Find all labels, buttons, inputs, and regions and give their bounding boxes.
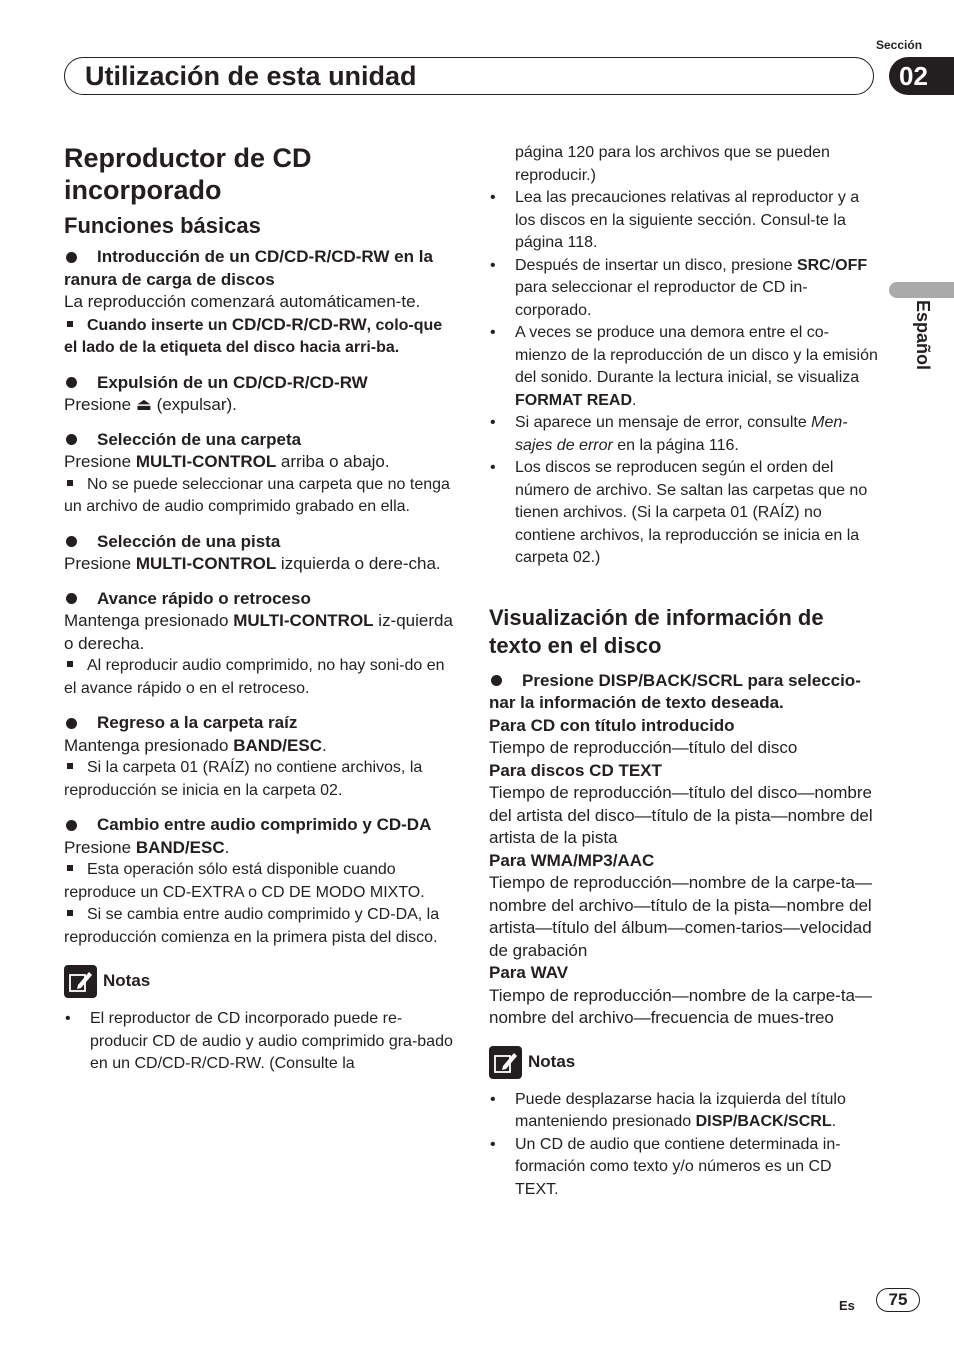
step-select-track-body: Presione MULTI-CONTROL izquierda o dere-cha. bbox=[64, 554, 441, 573]
language-label: Español bbox=[913, 300, 933, 371]
square-bullet-icon bbox=[67, 661, 73, 667]
page-number: 75 bbox=[876, 1288, 920, 1312]
notes-bullet: • Los discos se reproducen según el orden del número de archivo. Se saltan las carpetas que no tienen archivos. (Si la carpeta 01 (RAÍZ) no contiene archivos, la reproducción se inicia en la carpeta 02.) bbox=[489, 457, 879, 570]
body-wma-mp3-aac: Tiempo de reproducción—nombre de la carpe-ta—nombre del archivo—título de la pista—nombre del artista—título del álbum—comen-tarios—velocidad de grabación bbox=[489, 873, 873, 960]
label-cd-title: Para CD con título introducido bbox=[489, 715, 735, 735]
step-insert-disc-body: La reproducción comenzará automáticamen-te. bbox=[64, 292, 421, 311]
header-bar bbox=[64, 57, 874, 95]
bullet-dot-icon bbox=[66, 252, 77, 263]
bullet-dot-icon bbox=[491, 675, 502, 686]
main-heading: Reproductor de CD incorporado bbox=[64, 143, 312, 205]
notes-pencil-icon bbox=[64, 965, 97, 998]
note-switch-audio-1: Esta operación sólo está disponible cuando reproduce un CD-EXTRA o CD DE MODO MIXTO. bbox=[64, 861, 425, 901]
square-bullet-icon bbox=[67, 865, 73, 871]
body-wav: Tiempo de reproducción—nombre de la carpe-ta—nombre del archivo—frecuencia de mues-treo bbox=[489, 985, 873, 1027]
square-bullet-icon bbox=[67, 910, 73, 916]
body-cd-title: Tiempo de reproducción—título del disco bbox=[489, 738, 798, 757]
notes-continuation: página 120 para los archivos que se pueden reproducir.) bbox=[515, 144, 830, 184]
bullet-dot-icon bbox=[66, 820, 77, 831]
bullet-dot-icon bbox=[66, 593, 77, 604]
notes-bullet: • Un CD de audio que contiene determinada in-formación como texto y/o números es un CD TEXT. bbox=[489, 1134, 879, 1202]
step-root-folder-body: Mantenga presionado BAND/ESC. bbox=[64, 735, 327, 755]
step-insert-disc: Introducción de un CD/CD-R/CD-RW en la ranura de carga de discos bbox=[64, 247, 433, 289]
section-label: Sección bbox=[876, 38, 923, 52]
note-switch-audio-2: Si se cambia entre audio comprimido y CD-DA, la reproducción comienza en la primera pista del disco. bbox=[64, 906, 440, 946]
step-switch-audio-body: Presione BAND/ESC. bbox=[64, 837, 230, 857]
subheading-basic-functions: Funciones básicas bbox=[64, 213, 261, 238]
notes-bullet: • A veces se produce una demora entre el co-mienzo de la reproducción de un disco y la emisión del sonido. Durante la lectura inicial, se visualiza FORMAT READ. bbox=[489, 322, 879, 412]
note-root-folder: Si la carpeta 01 (RAÍZ) no contiene archivos, la reproducción se inicia en la carpeta 02. bbox=[64, 759, 423, 799]
step-eject: Expulsión de un CD/CD-R/CD-RW bbox=[64, 372, 456, 395]
notes-bullet: • Si aparece un mensaje de error, consulte Men-sajes de error en la página 116. bbox=[489, 412, 879, 457]
square-bullet-icon bbox=[67, 763, 73, 769]
bullet-dot-icon bbox=[66, 718, 77, 729]
notes-bullet: • Después de insertar un disco, presione SRC/OFF para seleccionar el reproductor de CD in-corporado. bbox=[489, 255, 879, 323]
notes-heading: Notas bbox=[64, 965, 456, 998]
notes-bullet: • Lea las precauciones relativas al reproductor y a los discos en la siguiente sección. Consul-te la página 118. bbox=[489, 187, 879, 255]
notes-bullet: • Puede desplazarse hacia la izquierda del título manteniendo presionado DISP/BACK/SCRL. bbox=[489, 1089, 879, 1134]
step-select-folder: Selección de una carpeta bbox=[64, 429, 456, 452]
step-fast-forward-body: Mantenga presionado MULTI-CONTROL iz-quierda o derecha. bbox=[64, 611, 453, 653]
step-select-text: Presione DISP/BACK/SCRL para seleccio-nar la información de texto deseada. bbox=[489, 670, 861, 712]
notes-heading: Notas bbox=[489, 1046, 879, 1079]
section-number-badge: 02 bbox=[889, 57, 954, 95]
label-wav: Para WAV bbox=[489, 963, 569, 982]
footer-language-code: Es bbox=[839, 1298, 855, 1313]
bullet-dot-icon bbox=[66, 434, 77, 445]
bullet-dot-icon bbox=[66, 377, 77, 388]
step-select-track: Selección de una pista bbox=[64, 531, 456, 554]
square-bullet-icon bbox=[67, 321, 73, 327]
step-eject-body: Presione ⏏ (expulsar). bbox=[64, 395, 237, 414]
note-select-folder: No se puede seleccionar una carpeta que no tenga un archivo de audio comprimido grabado en ella. bbox=[64, 475, 450, 515]
notes-pencil-icon bbox=[489, 1046, 522, 1079]
language-tab bbox=[889, 282, 954, 298]
page-header-title: Utilización de esta unidad bbox=[85, 61, 417, 91]
step-select-folder-body: Presione MULTI-CONTROL arriba o abajo. bbox=[64, 452, 390, 471]
label-cd-text: Para discos CD TEXT bbox=[489, 760, 662, 780]
left-column bbox=[64, 142, 456, 1076]
label-wma-mp3-aac: Para WMA/MP3/AAC bbox=[489, 850, 655, 870]
note-insert-disc: Cuando inserte un CD/CD-R/CD-RW, colo-que el lado de la etiqueta del disco hacia arri-ba. bbox=[64, 314, 443, 356]
square-bullet-icon bbox=[67, 480, 73, 486]
body-cd-text: Tiempo de reproducción—título del disco—nombre del artista del disco—título de la pista—nombre del artista de la pista bbox=[489, 783, 873, 847]
note-fast-forward: Al reproducir audio comprimido, no hay soni-do en el avance rápido o en el retroceso. bbox=[64, 657, 445, 697]
step-fast-forward: Avance rápido o retroceso bbox=[64, 588, 456, 611]
bullet-dot-icon bbox=[66, 536, 77, 547]
subheading-text-display: Visualización de información de texto en el disco bbox=[489, 604, 824, 658]
step-switch-audio: Cambio entre audio comprimido y CD-DA bbox=[64, 814, 456, 837]
step-root-folder: Regreso a la carpeta raíz bbox=[64, 712, 456, 735]
right-column bbox=[489, 142, 879, 1201]
notes-bullet: • El reproductor de CD incorporado puede re-producir CD de audio y audio comprimido gra-bado en un CD/CD-R/CD-RW. (Consulte la bbox=[64, 1008, 456, 1076]
